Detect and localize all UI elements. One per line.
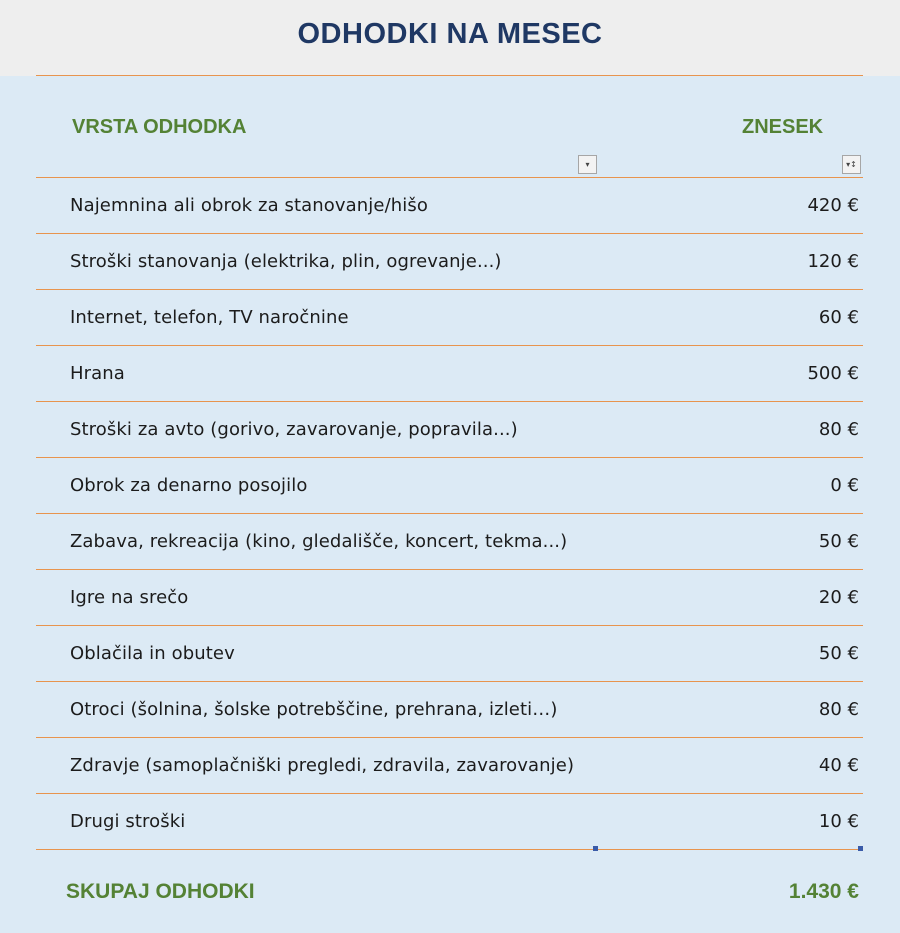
filter-type-button[interactable]: [578, 155, 597, 174]
table-row[interactable]: [36, 738, 863, 794]
expense-amount-cell[interactable]: 500 €: [807, 363, 859, 384]
column-header-amount: ZNESEK: [742, 116, 824, 138]
expense-amount-cell[interactable]: 10 €: [818, 811, 859, 832]
sort-filter-icon: ▾↕: [846, 160, 857, 169]
expense-amount-cell[interactable]: 420 €: [807, 195, 859, 216]
table-row[interactable]: [36, 290, 863, 346]
table-row[interactable]: [36, 458, 863, 514]
table-row[interactable]: [36, 514, 863, 570]
expense-type-cell[interactable]: Zabava, rekreacija (kino, gledališče, koncert, tekma...): [70, 531, 568, 552]
expense-amount-cell[interactable]: 20 €: [818, 587, 859, 608]
expense-amount-cell[interactable]: 80 €: [818, 699, 859, 720]
table-row[interactable]: [36, 346, 863, 402]
expense-amount-cell[interactable]: 120 €: [807, 251, 859, 272]
table-row[interactable]: [36, 402, 863, 458]
page-title: ODHODKI NA MESEC: [297, 18, 603, 50]
expense-amount-cell[interactable]: 60 €: [818, 307, 859, 328]
expense-amount-cell[interactable]: 40 €: [818, 755, 859, 776]
expense-type-cell[interactable]: Najemnina ali obrok za stanovanje/hišo: [70, 195, 428, 216]
title-divider: [36, 75, 863, 76]
dropdown-arrow-icon: ▾: [585, 160, 590, 169]
row-divider: [36, 849, 863, 850]
table-row[interactable]: [36, 570, 863, 626]
expense-type-cell[interactable]: Zdravje (samoplačniški pregledi, zdravila, zavarovanje): [70, 755, 575, 776]
expense-type-cell[interactable]: Oblačila in obutev: [70, 643, 235, 664]
column-header-type: VRSTA ODHODKA: [72, 116, 247, 138]
expense-amount-cell[interactable]: 50 €: [818, 531, 859, 552]
expense-amount-cell[interactable]: 80 €: [818, 419, 859, 440]
expense-amount-cell[interactable]: 50 €: [818, 643, 859, 664]
expense-type-cell[interactable]: Stroški za avto (gorivo, zavarovanje, popravila...): [70, 419, 518, 440]
table-row[interactable]: [36, 682, 863, 738]
table-resize-handle[interactable]: [858, 846, 863, 851]
expense-type-cell[interactable]: Igre na srečo: [70, 587, 189, 608]
expense-type-cell[interactable]: Hrana: [70, 363, 125, 384]
expense-type-cell[interactable]: Stroški stanovanja (elektrika, plin, ogrevanje...): [70, 251, 502, 272]
filter-amount-button[interactable]: [842, 155, 861, 174]
total-amount: 1.430 €: [788, 880, 859, 903]
table-row[interactable]: [36, 234, 863, 290]
table-row[interactable]: [36, 626, 863, 682]
expense-amount-cell[interactable]: 0 €: [830, 475, 859, 496]
total-label: SKUPAJ ODHODKI: [66, 880, 255, 903]
table-row[interactable]: [36, 794, 863, 850]
expense-type-cell[interactable]: Otroci (šolnina, šolske potrebščine, prehrana, izleti…): [70, 699, 558, 720]
expense-type-cell[interactable]: Drugi stroški: [70, 811, 186, 832]
table-resize-handle[interactable]: [593, 846, 598, 851]
table-row[interactable]: [36, 178, 863, 234]
expense-type-cell[interactable]: Obrok za denarno posojilo: [70, 475, 308, 496]
expense-type-cell[interactable]: Internet, telefon, TV naročnine: [70, 307, 349, 328]
